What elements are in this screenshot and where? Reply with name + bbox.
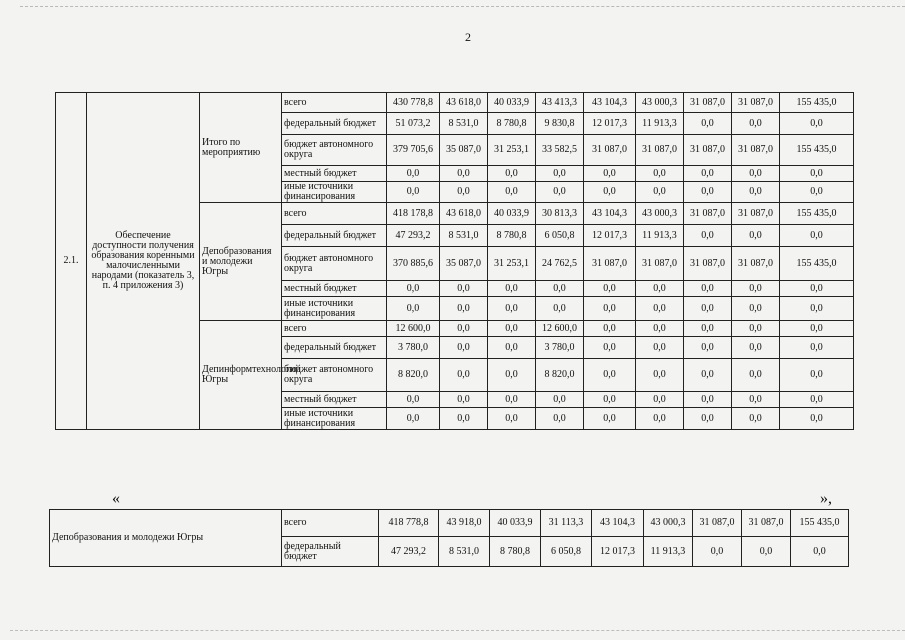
amount-cell: 0,0	[732, 359, 780, 392]
amount-cell: 0,0	[584, 182, 636, 203]
amount-cell: 0,0	[536, 281, 584, 297]
funding-source: федеральный бюджет	[282, 337, 387, 359]
amount-cell: 0,0	[536, 408, 584, 430]
amount-cell: 0,0	[387, 281, 440, 297]
amount-cell: 379 705,6	[387, 135, 440, 166]
amount-cell: 3 780,0	[536, 337, 584, 359]
amount-cell: 0,0	[387, 182, 440, 203]
amount-cell: 155 435,0	[791, 510, 849, 537]
amount-cell: 155 435,0	[780, 247, 854, 281]
amount-cell: 0,0	[636, 408, 684, 430]
amount-cell: 43 413,3	[536, 93, 584, 113]
amount-cell: 0,0	[732, 113, 780, 135]
amount-cell: 0,0	[780, 408, 854, 430]
amount-cell: 0,0	[684, 113, 732, 135]
quote-open: «	[112, 490, 120, 507]
summary-table	[49, 509, 849, 567]
item-title: Обеспечение доступности получения образования коренными малочисленными народами (показатель 3, п. 4 приложения 3)	[87, 93, 200, 430]
amount-cell: 0,0	[440, 182, 488, 203]
amount-cell: 31 087,0	[684, 135, 732, 166]
amount-cell: 43 104,3	[584, 203, 636, 225]
summary-executor: Депобразования и молодежи Югры	[50, 510, 282, 567]
amount-cell: 12 017,3	[584, 113, 636, 135]
amount-cell: 430 778,8	[387, 93, 440, 113]
amount-cell: 0,0	[636, 337, 684, 359]
amount-cell: 0,0	[636, 281, 684, 297]
amount-cell: 0,0	[584, 321, 636, 337]
amount-cell: 0,0	[684, 408, 732, 430]
amount-cell: 0,0	[440, 337, 488, 359]
funding-source: всего	[282, 510, 379, 537]
page-number: 2	[465, 30, 471, 44]
amount-cell: 31 087,0	[732, 247, 780, 281]
amount-cell: 0,0	[780, 182, 854, 203]
amount-cell: 0,0	[780, 337, 854, 359]
quote-close: »,	[820, 490, 832, 507]
scan-edge-bottom	[10, 630, 905, 631]
amount-cell: 24 762,5	[536, 247, 584, 281]
amount-cell: 0,0	[732, 225, 780, 247]
funding-source: федеральный бюджет	[282, 113, 387, 135]
amount-cell: 0,0	[584, 337, 636, 359]
amount-cell: 0,0	[780, 225, 854, 247]
funding-source: федеральный бюджет	[282, 537, 379, 567]
amount-cell: 0,0	[732, 408, 780, 430]
amount-cell: 0,0	[732, 166, 780, 182]
amount-cell: 0,0	[440, 359, 488, 392]
amount-cell: 8 531,0	[439, 537, 490, 567]
amount-cell: 8 820,0	[536, 359, 584, 392]
amount-cell: 11 913,3	[636, 225, 684, 247]
funding-source: иные источники финансирования	[282, 182, 387, 203]
amount-cell: 0,0	[636, 297, 684, 321]
funding-source: федеральный бюджет	[282, 225, 387, 247]
amount-cell: 0,0	[732, 182, 780, 203]
amount-cell: 31 087,0	[742, 510, 791, 537]
amount-cell: 40 033,9	[488, 93, 536, 113]
amount-cell: 35 087,0	[440, 247, 488, 281]
amount-cell: 0,0	[536, 182, 584, 203]
amount-cell: 8 531,0	[440, 225, 488, 247]
amount-cell: 0,0	[732, 392, 780, 408]
amount-cell: 8 780,8	[490, 537, 541, 567]
amount-cell: 31 087,0	[636, 135, 684, 166]
funding-table	[55, 92, 854, 430]
amount-cell: 0,0	[584, 408, 636, 430]
amount-cell: 31 253,1	[488, 135, 536, 166]
amount-cell: 0,0	[732, 337, 780, 359]
amount-cell: 0,0	[780, 281, 854, 297]
amount-cell: 31 087,0	[684, 93, 732, 113]
funding-source: бюджет автономного округа	[282, 359, 387, 392]
amount-cell: 43 104,3	[584, 93, 636, 113]
amount-cell: 31 087,0	[732, 203, 780, 225]
amount-cell: 0,0	[584, 359, 636, 392]
amount-cell: 0,0	[684, 321, 732, 337]
funding-source: всего	[282, 321, 387, 337]
amount-cell: 31 087,0	[684, 203, 732, 225]
funding-source: иные источники финансирования	[282, 408, 387, 430]
amount-cell: 0,0	[440, 408, 488, 430]
amount-cell: 0,0	[636, 182, 684, 203]
amount-cell: 31 087,0	[636, 247, 684, 281]
amount-cell: 0,0	[536, 166, 584, 182]
amount-cell: 0,0	[780, 297, 854, 321]
amount-cell: 3 780,0	[387, 337, 440, 359]
amount-cell: 35 087,0	[440, 135, 488, 166]
amount-cell: 0,0	[488, 337, 536, 359]
amount-cell: 0,0	[742, 537, 791, 567]
table-row	[56, 93, 854, 113]
amount-cell: 0,0	[488, 392, 536, 408]
amount-cell: 0,0	[536, 392, 584, 408]
amount-cell: 8 531,0	[440, 113, 488, 135]
amount-cell: 0,0	[387, 297, 440, 321]
amount-cell: 43 104,3	[592, 510, 644, 537]
amount-cell: 0,0	[684, 392, 732, 408]
funding-source: бюджет автономного округа	[282, 247, 387, 281]
funding-source: всего	[282, 203, 387, 225]
amount-cell: 0,0	[684, 281, 732, 297]
amount-cell: 31 253,1	[488, 247, 536, 281]
amount-cell: 0,0	[440, 297, 488, 321]
funding-source: всего	[282, 93, 387, 113]
amount-cell: 0,0	[780, 359, 854, 392]
amount-cell: 0,0	[488, 297, 536, 321]
amount-cell: 11 913,3	[636, 113, 684, 135]
amount-cell: 0,0	[732, 321, 780, 337]
amount-cell: 0,0	[584, 297, 636, 321]
amount-cell: 0,0	[440, 281, 488, 297]
amount-cell: 31 087,0	[584, 135, 636, 166]
funding-source: местный бюджет	[282, 392, 387, 408]
amount-cell: 33 582,5	[536, 135, 584, 166]
amount-cell: 0,0	[387, 166, 440, 182]
amount-cell: 0,0	[780, 392, 854, 408]
amount-cell: 0,0	[488, 321, 536, 337]
amount-cell: 12 600,0	[536, 321, 584, 337]
amount-cell: 0,0	[636, 359, 684, 392]
amount-cell: 0,0	[488, 408, 536, 430]
amount-cell: 370 885,6	[387, 247, 440, 281]
amount-cell: 0,0	[732, 297, 780, 321]
amount-cell: 31 087,0	[584, 247, 636, 281]
amount-cell: 155 435,0	[780, 93, 854, 113]
funding-source: местный бюджет	[282, 166, 387, 182]
amount-cell: 0,0	[684, 337, 732, 359]
amount-cell: 0,0	[636, 166, 684, 182]
amount-cell: 43 000,3	[636, 93, 684, 113]
funding-source: бюджет автономного округа	[282, 135, 387, 166]
amount-cell: 0,0	[636, 392, 684, 408]
amount-cell: 0,0	[780, 166, 854, 182]
amount-cell: 0,0	[780, 321, 854, 337]
amount-cell: 43 000,3	[644, 510, 693, 537]
amount-cell: 43 918,0	[439, 510, 490, 537]
amount-cell: 0,0	[684, 297, 732, 321]
amount-cell: 0,0	[387, 408, 440, 430]
amount-cell: 0,0	[488, 182, 536, 203]
amount-cell: 43 000,3	[636, 203, 684, 225]
amount-cell: 47 293,2	[379, 537, 439, 567]
amount-cell: 0,0	[440, 392, 488, 408]
scan-edge-top	[20, 6, 905, 7]
amount-cell: 0,0	[791, 537, 849, 567]
amount-cell: 0,0	[780, 113, 854, 135]
amount-cell: 418 178,8	[387, 203, 440, 225]
amount-cell: 0,0	[684, 166, 732, 182]
amount-cell: 12 017,3	[584, 225, 636, 247]
amount-cell: 0,0	[684, 182, 732, 203]
amount-cell: 31 087,0	[732, 135, 780, 166]
amount-cell: 0,0	[584, 281, 636, 297]
amount-cell: 31 087,0	[684, 247, 732, 281]
funding-source: иные источники финансирования	[282, 297, 387, 321]
amount-cell: 31 113,3	[541, 510, 592, 537]
executor-cell: Депобразования и молодежи Югры	[200, 203, 282, 321]
amount-cell: 31 087,0	[732, 93, 780, 113]
amount-cell: 0,0	[488, 166, 536, 182]
amount-cell: 47 293,2	[387, 225, 440, 247]
amount-cell: 0,0	[684, 359, 732, 392]
amount-cell: 8 780,8	[488, 113, 536, 135]
amount-cell: 31 087,0	[693, 510, 742, 537]
amount-cell: 418 778,8	[379, 510, 439, 537]
amount-cell: 0,0	[536, 297, 584, 321]
funding-source: местный бюджет	[282, 281, 387, 297]
amount-cell: 43 618,0	[440, 203, 488, 225]
amount-cell: 30 813,3	[536, 203, 584, 225]
amount-cell: 9 830,8	[536, 113, 584, 135]
table-row	[50, 510, 849, 537]
amount-cell: 0,0	[693, 537, 742, 567]
amount-cell: 6 050,8	[541, 537, 592, 567]
amount-cell: 0,0	[636, 321, 684, 337]
amount-cell: 0,0	[440, 321, 488, 337]
amount-cell: 0,0	[584, 392, 636, 408]
executor-cell: Итого по мероприятию	[200, 93, 282, 203]
amount-cell: 40 033,9	[488, 203, 536, 225]
amount-cell: 51 073,2	[387, 113, 440, 135]
amount-cell: 0,0	[732, 281, 780, 297]
amount-cell: 155 435,0	[780, 135, 854, 166]
amount-cell: 0,0	[684, 225, 732, 247]
amount-cell: 0,0	[387, 392, 440, 408]
item-number: 2.1.	[56, 93, 87, 430]
executor-cell: Депинформтехнологий Югры	[200, 321, 282, 430]
amount-cell: 11 913,3	[644, 537, 693, 567]
amount-cell: 0,0	[440, 166, 488, 182]
amount-cell: 0,0	[488, 359, 536, 392]
amount-cell: 8 780,8	[488, 225, 536, 247]
amount-cell: 8 820,0	[387, 359, 440, 392]
amount-cell: 0,0	[488, 281, 536, 297]
amount-cell: 12 600,0	[387, 321, 440, 337]
amount-cell: 0,0	[584, 166, 636, 182]
amount-cell: 40 033,9	[490, 510, 541, 537]
amount-cell: 12 017,3	[592, 537, 644, 567]
amount-cell: 155 435,0	[780, 203, 854, 225]
amount-cell: 6 050,8	[536, 225, 584, 247]
amount-cell: 43 618,0	[440, 93, 488, 113]
